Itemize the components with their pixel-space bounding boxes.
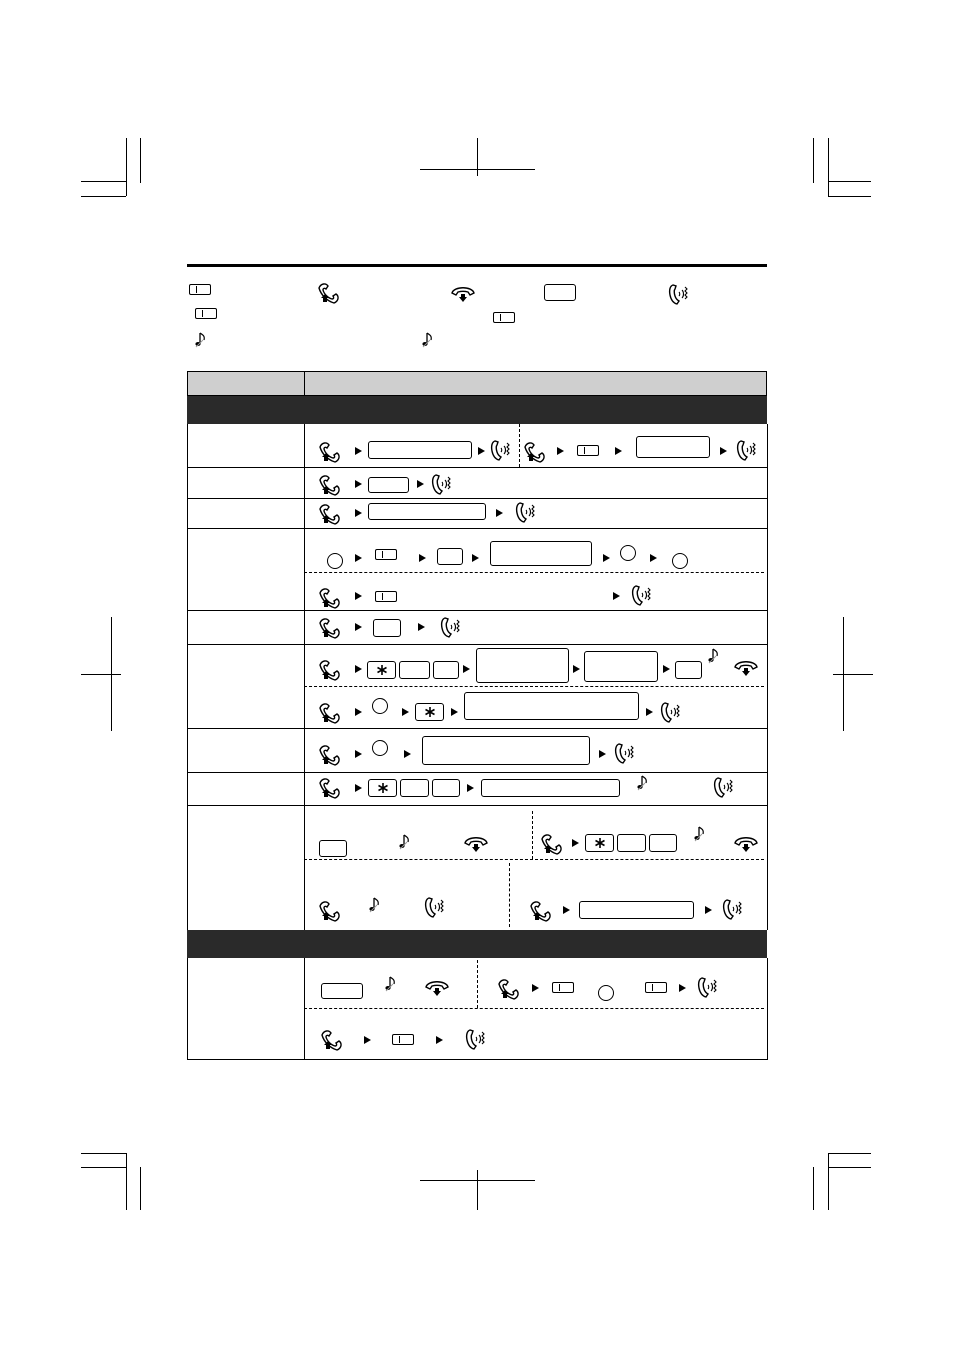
key-icon [675, 661, 702, 679]
input-box [636, 436, 710, 458]
talk-icon [631, 585, 653, 607]
tone-icon [708, 647, 720, 664]
tone-icon [385, 975, 397, 992]
input-box [422, 736, 590, 765]
talk-icon [668, 284, 690, 306]
off-hook-icon [318, 587, 342, 609]
button-icon [392, 1034, 414, 1045]
key-icon [373, 619, 401, 637]
key-icon [319, 840, 347, 857]
talk-icon [515, 502, 537, 524]
off-hook-icon [318, 617, 342, 639]
button-icon [493, 312, 515, 323]
top-rule [187, 264, 767, 267]
circle-key-icon [372, 740, 388, 756]
talk-icon [490, 440, 512, 462]
input-box [490, 541, 592, 566]
star-key [585, 834, 614, 852]
star-key [367, 661, 396, 679]
key-icon [399, 661, 430, 679]
tone-icon [637, 774, 649, 791]
off-hook-icon [318, 659, 342, 681]
on-hook-icon [734, 658, 758, 678]
button-icon [195, 308, 217, 319]
off-hook-icon [318, 702, 342, 724]
talk-icon [440, 617, 462, 639]
key-icon [432, 779, 460, 797]
input-box [368, 477, 409, 493]
on-hook-icon [451, 284, 475, 304]
input-box [368, 503, 486, 520]
input-box [584, 651, 658, 682]
talk-icon [431, 474, 453, 496]
circle-key-icon [372, 698, 388, 714]
button-icon [189, 284, 211, 295]
talk-icon [660, 702, 682, 724]
off-hook-icon [318, 744, 342, 766]
button-icon [645, 982, 667, 993]
key-icon [617, 834, 646, 852]
talk-icon [697, 977, 719, 999]
off-hook-icon [318, 777, 342, 799]
key-icon [437, 548, 463, 565]
talk-icon [614, 743, 636, 765]
talk-icon [722, 899, 744, 921]
section-bar [187, 396, 767, 424]
off-hook-icon [497, 978, 521, 1000]
key-icon [544, 284, 576, 301]
circle-key-icon [620, 545, 636, 561]
input-box [579, 901, 694, 919]
input-box [481, 779, 620, 797]
key-icon [321, 983, 363, 999]
off-hook-icon [523, 441, 547, 463]
talk-icon [424, 897, 446, 919]
on-hook-icon [734, 834, 758, 854]
on-hook-icon [464, 834, 488, 854]
off-hook-icon [318, 503, 342, 525]
on-hook-icon [425, 978, 449, 998]
talk-icon [465, 1029, 487, 1051]
tone-icon [399, 833, 411, 850]
off-hook-icon [317, 282, 341, 304]
key-icon [400, 779, 429, 797]
button-icon [375, 549, 397, 560]
off-hook-icon [540, 833, 564, 855]
circle-key-icon [327, 553, 343, 569]
key-icon [433, 661, 459, 679]
section-bar [187, 930, 767, 958]
tone-icon [369, 896, 381, 913]
off-hook-icon [529, 900, 553, 922]
circle-key-icon [672, 553, 688, 569]
circle-key-icon [598, 985, 614, 1001]
tone-icon [422, 331, 434, 348]
button-icon [375, 591, 397, 602]
button-icon [552, 982, 574, 993]
key-icon [649, 834, 677, 852]
off-hook-icon [318, 441, 342, 463]
table-header [187, 371, 767, 396]
off-hook-icon [320, 1029, 344, 1051]
input-box [464, 692, 639, 720]
button-icon [577, 445, 599, 456]
off-hook-icon [318, 900, 342, 922]
input-box [368, 441, 472, 459]
tone-icon [694, 825, 706, 842]
off-hook-icon [318, 474, 342, 496]
tone-icon [195, 331, 207, 348]
input-box [476, 648, 569, 683]
star-key [415, 703, 444, 721]
talk-icon [736, 440, 758, 462]
talk-icon [713, 777, 735, 799]
star-key [368, 779, 397, 797]
